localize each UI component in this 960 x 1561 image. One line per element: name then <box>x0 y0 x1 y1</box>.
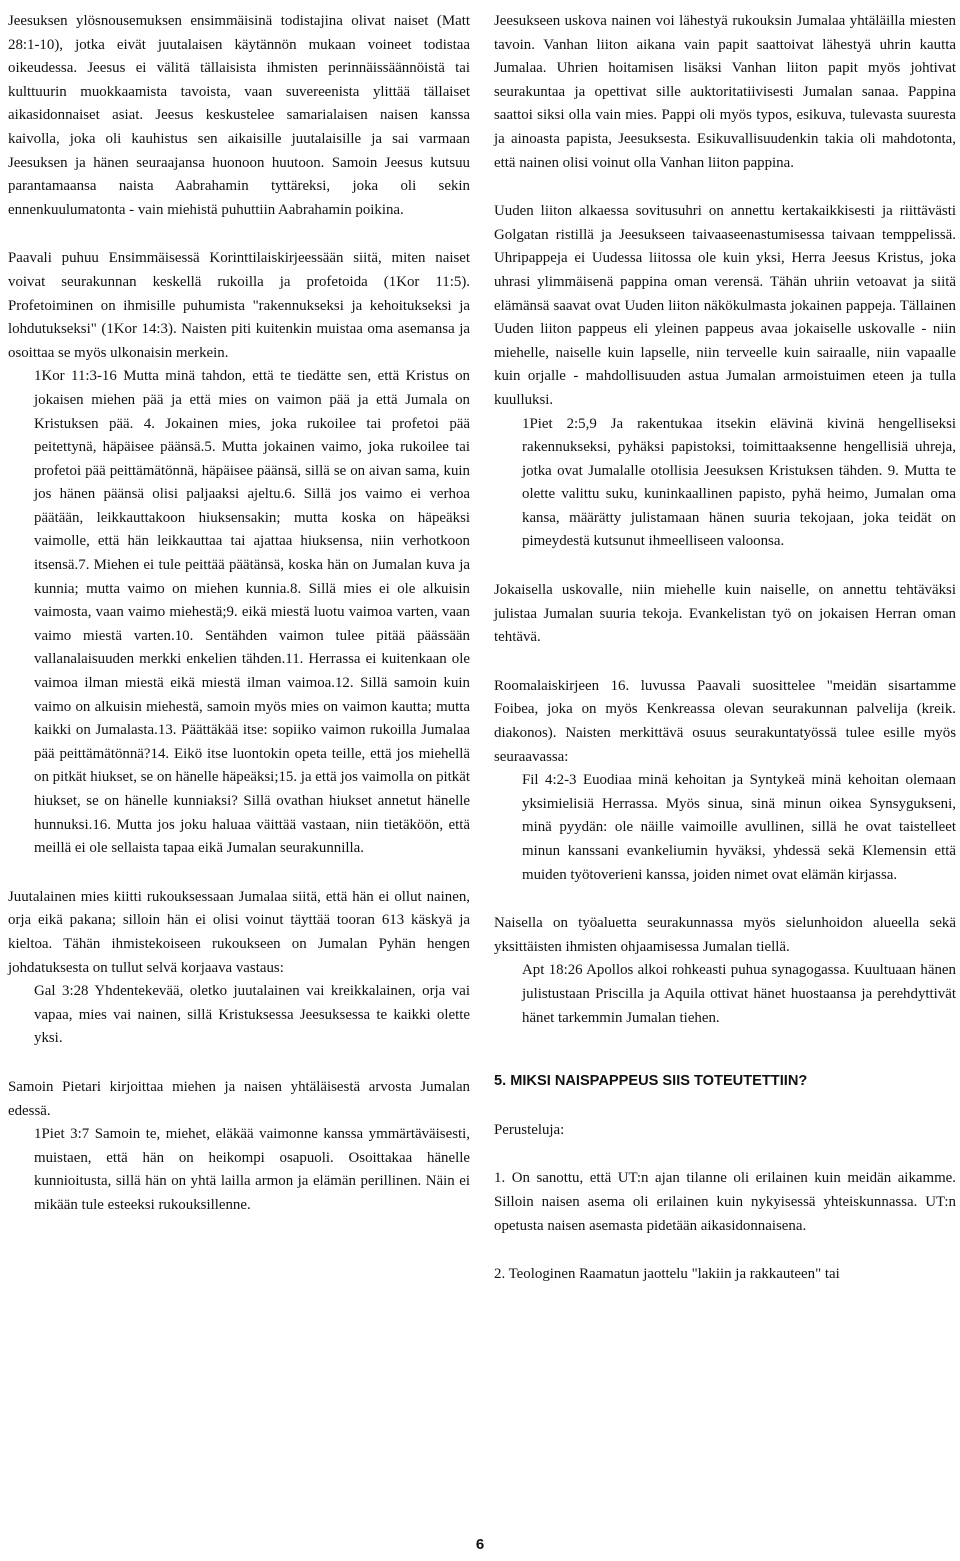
paragraph: Roomalaiskirjeen 16. luvussa Paavali suosittelee "meidän sisartamme Foibea, joka on myös Kenkreassa olevan seurakunnan palvelija (kreik. diakonos). Naisten merkittävä osuus seurakuntatyössä tulee esille myös seuraavassa: <box>494 677 956 765</box>
bible-quote: 1Kor 11:3-16 Mutta minä tahdon, että te tiedätte sen, että Kristus on jokaisen miehen pää ja että mies on vaimon pää ja että Jumala on Kristuksen pää. 4. Jokainen mies, joka rukoilee tai profetoi pää peitettynä, häpäisee päänsä.5. Mutta jokainen vaimo, joka rukoilee tai profetoi pää peittämätönnä, häpäisee päänsä, sillä se on aivan sama, kuin jos hänen päänsä olisi paljaaksi ajeltu.6. Sillä jos vaimo ei verhoa päätään, leikkauttakoon hiuksensakin; mutta koska on häpeäksi vaimolle, että hän leikkauttaa tai ajattaa hiuksensa, niin verhotkoon itsensä.7. Miehen ei tule peittää päätänsä, koska hän on Jumalan kuva ja kunnia; mutta vaimo on miehen kunnia.8. Sillä mies ei ole alkuisin vaimosta, vaan vaimo miehestä;9. eikä miestä luotu vaimoa varten, vaan vaimo miestä varten.10. Sentähden vaimon tulee pitää päässään vallanalaisuuden merkki enkelien tähden.11. Herrassa ei kuitenkaan ole vaimoa ilman miestä eikä miestä ilman vaimoa.12. Sillä samoin kuin vaimo on alkuisin miehestä, samoin myös mies on vaimon kautta; mutta kaikki on Jumalasta.13. Päättäkää itse: sopiiko vaimon rukoilla Jumalaa pää peittämätönnä?14. Eikö itse luontokin opeta teille, että jos miehellä on pitkät hiukset, se on hänelle häpeäksi;15. ja että jos vaimolla on pitkät hiukset, se on hänelle kunniaksi? Sillä ovathan hiukset annetut hänelle hunnuksi.16. Mutta jos joku haluaa väittää vastaan, niin tietäköön, että meillä ei ole sellaista tapaa eikä Jumalan seurakunnilla. <box>34 368 470 857</box>
paragraph: Jeesuksen ylösnousemuksen ensimmäisinä todistajina olivat naiset (Matt 28:1-10), jotka eivät juutalaisen käytännön mukaan voineet todistaa oikeudessa. Jeesus ei välitä tällaisista ihmisten perinnäissäännöistä tai kulttuurin muokkaamista tavoista, vaan suvereenista ylittää tällaiset aikasidonnaiset asiat. Jeesus keskustelee samarialaisen naisen kanssa kaivolla, joka oli kauhistus sen aikaisille juutalaisille ja sai varmaan Jeesuksen ja hänen seuraajansa huonoon huutoon. Samoin Jeesus kutsuu parantamaansa naista Aabrahamin tyttäreksi, joka oli sekin ennenkuulumatonta - vain miehistä puhuttiin Aabrahamin poikina. <box>8 13 470 218</box>
left-column <box>8 10 470 1218</box>
paragraph: Samoin Pietari kirjoittaa miehen ja naisen yhtäläisestä arvosta Jumalan edessä. <box>8 1078 470 1119</box>
paragraph: Jokaisella uskovalle, niin miehelle kuin naiselle, on annettu tehtäväksi julistaa Jumalan suuria tekoja. Evankelistan työ on jokaisen Herran oman tehtävä. <box>494 582 956 646</box>
bible-quote: Gal 3:28 Yhdentekevää, oletko juutalainen vai kreikkalainen, orja vai vapaa, mies vai nainen, sillä Kristuksessa Jeesuksessa te kaikki olette yksi. <box>34 983 470 1047</box>
section-heading: 5. MIKSI NAISPAPPEUS SIIS TOTEUTETTIIN? <box>494 1073 808 1090</box>
bible-quote: 1Piet 3:7 Samoin te, miehet, eläkää vaimonne kanssa ymmärtäväisesti, muistaen, että hän on heikompi osapuoli. Osoittakaa hänelle kunnioitusta, sillä hän on yhtä lailla armon ja elämän perillinen. Näin ei mikään tule esteeksi rukouksillenne. <box>34 1126 470 1213</box>
page-number: 6 <box>475 1536 485 1553</box>
bible-quote: 1Piet 2:5,9 Ja rakentukaa itsekin elävinä kivinä hengelliseksi rakennukseksi, pyhäksi papistoksi, toimittaaksenne hengellisiä uhreja, jotka ovat Jumalalle otollisia Jeesuksen Kristuksen tähden. 9. Mutta te olette valittu suku, kuninkaallinen papisto, pyhä heimo, Jumalan oma kansa, määrätty julistamaan hänen suuria tekojaan, joka teidät on pimeydestä kutsunut ihmeelliseen valoonsa. <box>522 415 956 550</box>
paragraph: Paavali puhuu Ensimmäisessä Korinttilaiskirjeessään siitä, miten naiset voivat seurakunnan keskellä rukoilla ja profetoida (1Kor 11:5). Profetoiminen on ihmisille puhumista "rakennukseksi ja kehoitukseksi ja lohdutukseksi" (1Kor 14:3). Naisten piti kuitenkin muistaa oma asemansa ja osoittaa se myös ulkonaisin merkein. <box>8 250 470 361</box>
paragraph: Naisella on työaluetta seurakunnassa myös sielunhoidon alueella sekä yksittäisten ihmisten ohjaamisessa Jumalan tiellä. <box>494 915 956 955</box>
paragraph: Jeesukseen uskova nainen voi lähestyä rukouksin Jumalaa yhtäläilla miesten tavoin. Vanhan liiton aikana vain papit saattoivat lähestyä uhrin kautta Jumalaa. Uhrien hoitamisen lisäksi Vanhan liiton papit myös johtivat seurakuntaa ja opettivat sille auktoritatiivisesti Jumalan sanaa. Pappina saattoi siksi olla vain mies. Pappi oli myös typos, esikuva, tulevasta suuresta ja ainoasta papista, Jeesuksesta. Esikuvallisuudenkin takia oli mahdotonta, että nainen olisi voinut olla Vanhan liiton pappina. <box>494 13 956 171</box>
paragraph: 1. On sanottu, että UT:n ajan tilanne oli erilainen kuin meidän aikamme. Silloin naisen asema oli erilainen kuin nykyisessä yhteiskunnassa. UT:n opetusta naisen asemasta pidetään aikasidonnaisena. <box>494 1170 956 1234</box>
paragraph: Juutalainen mies kiitti rukouksessaan Jumalaa siitä, että hän ei ollut nainen, orja eikä pakana; silloin hän ei olisi voinut täyttää tooran 613 käskyä ja kieltoa. Tähän ihmistekoiseen rukoukseen on Jumalan Pyhän hengen johdatuksesta on tullut selvä korjaava vastaus: <box>8 888 470 976</box>
right-column <box>494 10 956 1287</box>
paragraph: Uuden liiton alkaessa sovitusuhri on annettu kertakaikkisesti ja riittävästi Golgatan ristillä ja Jeesukseen taivaaseenastumisessa taivaan temppelissä. Uhripappeja ei Uudessa liitossa ole kuin yksi, Herra Jeesus Kristus, joka uhrasi ylimmäisenä pappina oman verensä. Tähän uhriin vetoavat ja siitä elämänsä saavat ovat Uuden liiton näkökulmasta jokainen pappeja. Tällainen Uuden liiton pappeus eli yleinen pappeus avaa jokaiselle uskovalle - niin miehelle, naiselle kuin lapselle, niin terveelle kuin sairaalle, niin vapaalle kuin orjalle - mahdollisuuden astua Jumalan armoistuimen eteen ja tulla kuulluksi. <box>494 203 956 408</box>
paragraph: 2. Teologinen Raamatun jaottelu "lakiin ja rakkauteen" tai <box>494 1266 840 1283</box>
bible-quote: Apt 18:26 Apollos alkoi rohkeasti puhua synagogassa. Kuultuaan hänen julistustaan Priscilla ja Aquila ottivat hänet huostaansa ja perehdyttivät hänet tarkemmin Jumalan tiehen. <box>522 962 956 1026</box>
bible-quote: Fil 4:2-3 Euodiaa minä kehoitan ja Syntykeä minä kehoitan olemaan yksimielisiä Herrassa. Myös sinua, sinä minun oikea Synsygukseni, minä pyydän: ole näille vaimoille avullinen, sillä he ovat taistelleet minun kanssani evankeliumin hyväksi, yhdessä sekä Klemensin että muiden työtoverieni kanssa, joiden nimet ovat elämän kirjassa. <box>522 772 956 883</box>
paragraph: Perusteluja: <box>494 1121 565 1138</box>
